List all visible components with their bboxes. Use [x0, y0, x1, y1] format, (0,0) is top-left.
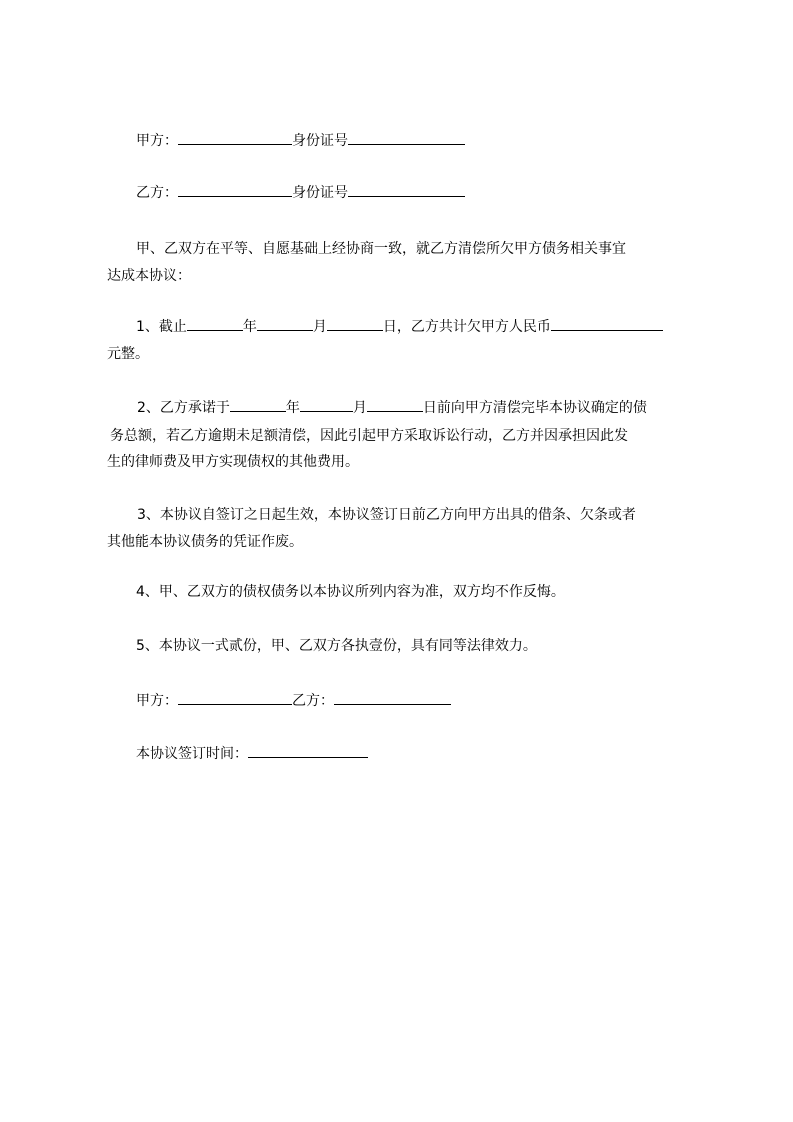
clause-1-day-text: 日，乙方共计欠甲方人民币 [382, 319, 551, 335]
clause-4-line-1: 4、甲、乙双方的债权债务以本协议所列内容为准，双方均不作反悔。 [136, 584, 565, 600]
signature-line [136, 691, 451, 711]
party-b-label: 乙方： [136, 185, 178, 201]
clause-1-month-blank[interactable] [257, 318, 313, 331]
party-a-line [136, 131, 465, 151]
clause-1-day-blank[interactable] [327, 318, 383, 331]
clause-2-year-label: 年 [285, 400, 300, 416]
party-a-label: 甲方： [136, 133, 178, 149]
clause-1-line-2: 元整。 [107, 346, 149, 362]
party-b-id-blank[interactable] [348, 184, 465, 197]
clause-3-line-1: 3、本协议自签订之日起生效，本协议签订日前乙方向甲方出具的借条、欠条或者 [137, 507, 636, 523]
party-a-id-blank[interactable] [348, 132, 465, 145]
clause-2-suffix: 日前向甲方清偿完毕本协议确定的债 [422, 400, 647, 416]
clause-1-year-blank[interactable] [187, 318, 243, 331]
clause-2-day-blank[interactable] [367, 399, 423, 412]
clause-2-line-1 [137, 398, 647, 418]
party-b-name-blank[interactable] [178, 184, 292, 197]
clause-2-line-3: 生的律师费及甲方实现债权的其他费用。 [107, 454, 359, 470]
clause-2-month-blank[interactable] [300, 399, 353, 412]
signature-b-blank[interactable] [334, 692, 451, 705]
signature-a-blank[interactable] [178, 692, 292, 705]
party-b-id-label: 身份证号 [292, 185, 348, 201]
clause-1-year-label: 年 [242, 319, 257, 335]
signature-a-label: 甲方： [136, 693, 178, 709]
clause-2-line-2: 务总额，若乙方逾期未足额清偿，因此引起甲方采取诉讼行动，乙方并因承担因此发 [110, 428, 628, 444]
intro-line-2: 达成本协议： [107, 268, 191, 284]
signing-date-label: 本协议签订时间： [136, 746, 248, 762]
party-b-line [136, 183, 465, 203]
clause-2-month-label: 月 [352, 400, 367, 416]
party-a-name-blank[interactable] [178, 132, 292, 145]
clause-1-prefix: 1、截止 [136, 319, 187, 335]
clause-1-month-label: 月 [312, 319, 327, 335]
intro-line-1: 甲、乙双方在平等、自愿基础上经协商一致，就乙方清偿所欠甲方债务相关事宜 [136, 241, 626, 257]
signing-date-blank[interactable] [248, 745, 368, 758]
party-a-id-label: 身份证号 [292, 133, 348, 149]
signature-b-label: 乙方： [292, 693, 334, 709]
clause-2-year-blank[interactable] [230, 399, 286, 412]
clause-2-prefix: 2、乙方承诺于 [137, 400, 230, 416]
clause-1-line-1 [136, 317, 663, 337]
clause-5-line-1: 5、本协议一式贰份，甲、乙双方各执壹份，具有同等法律效力。 [136, 638, 537, 654]
clause-1-amount-blank[interactable] [551, 318, 663, 331]
signing-date-line [136, 744, 368, 764]
clause-3-line-2: 其他能本协议债务的凭证作废。 [107, 534, 303, 550]
